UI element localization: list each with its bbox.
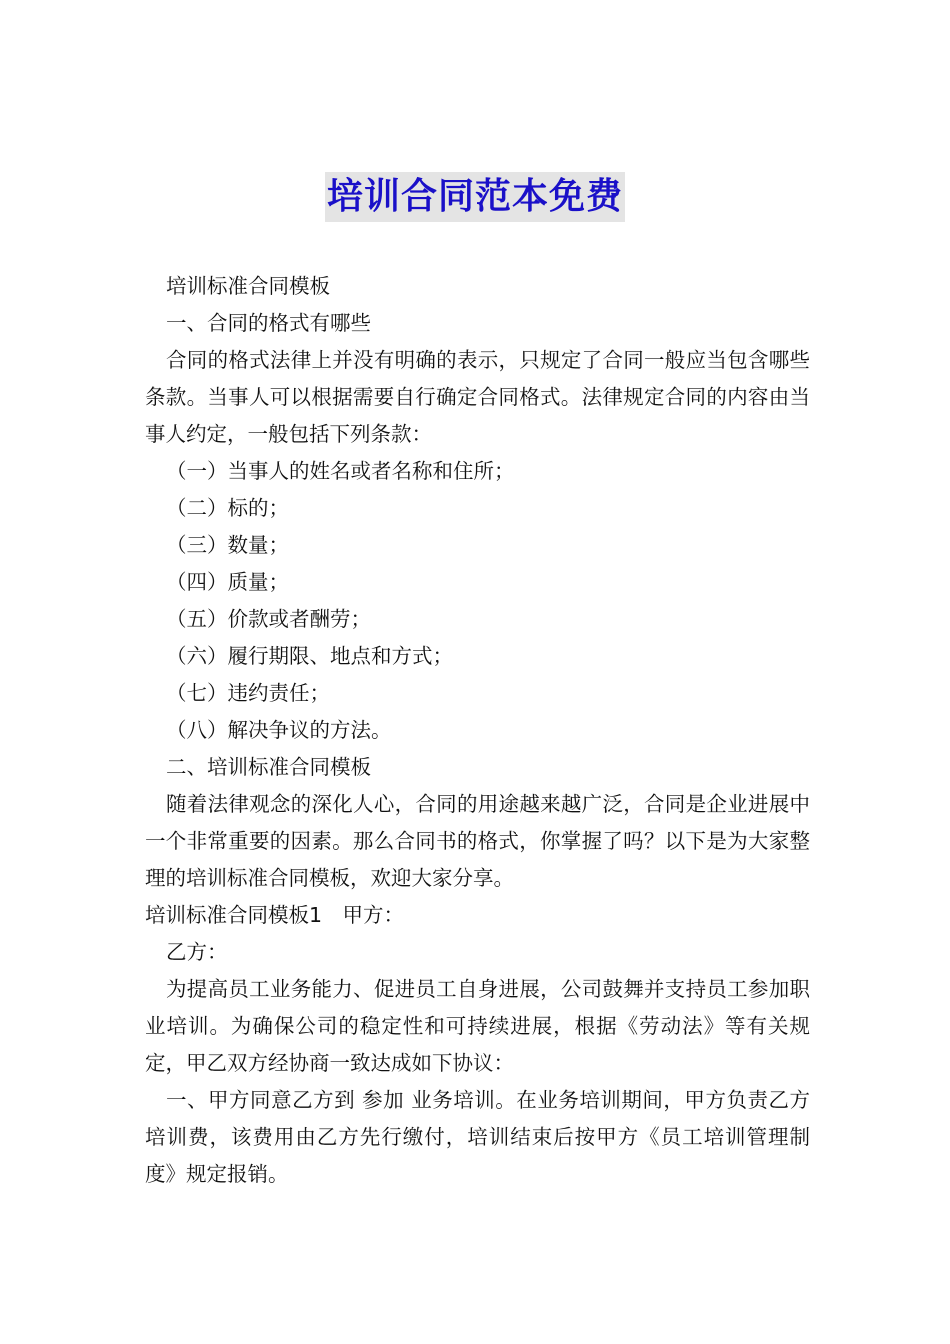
- body-paragraph: 合同的格式法律上并没有明确的表示，只规定了合同一般应当包含哪些条款。当事人可以根据需要自行确定合同格式。法律规定合同的内容由当事人约定，一般包括下列条款：: [145, 348, 810, 446]
- document-title: 培训合同范本免费: [325, 172, 625, 222]
- template-1-heading: 培训标准合同模板1 甲方：: [145, 903, 405, 927]
- body-paragraph: 随着法律观念的深化人心，合同的用途越来越广泛，合同是企业进展中一个非常重要的因素。那么合同书的格式，你掌握了吗？以下是为大家整理的培训标准合同模板，欢迎大家分享。: [145, 792, 810, 890]
- clause-item-8: （八）解决争议的方法。: [166, 718, 392, 742]
- clause-item-7: （七）违约责任；: [166, 681, 330, 705]
- clause-item-3: （三）数量；: [166, 533, 289, 557]
- document-body: [145, 268, 810, 1193]
- clause-item-5: （五）价款或者酬劳；: [166, 607, 371, 631]
- clause-item-2: （二）标的；: [166, 496, 289, 520]
- clause-item-4: （四）质量；: [166, 570, 289, 594]
- section-heading-2: 二、培训标准合同模板: [166, 755, 371, 779]
- clause-item-1: （一）当事人的姓名或者名称和住所；: [166, 459, 515, 483]
- party-b-line: 乙方：: [166, 940, 228, 964]
- document-title-block: [0, 172, 950, 222]
- section-heading-1: 一、合同的格式有哪些: [166, 311, 371, 335]
- clause-item-6: （六）履行期限、地点和方式；: [166, 644, 453, 668]
- subtitle-paragraph: 培训标准合同模板: [166, 274, 330, 298]
- body-paragraph: 一、甲方同意乙方到 参加 业务培训。在业务培训期间，甲方负责乙方培训费，该费用由乙方先行缴付，培训结束后按甲方《员工培训管理制度》规定报销。: [145, 1088, 810, 1186]
- body-paragraph: 为提高员工业务能力、促进员工自身进展，公司鼓舞并支持员工参加职业培训。为确保公司的稳定性和可持续进展，根据《劳动法》等有关规定，甲乙双方经协商一致达成如下协议：: [145, 977, 810, 1075]
